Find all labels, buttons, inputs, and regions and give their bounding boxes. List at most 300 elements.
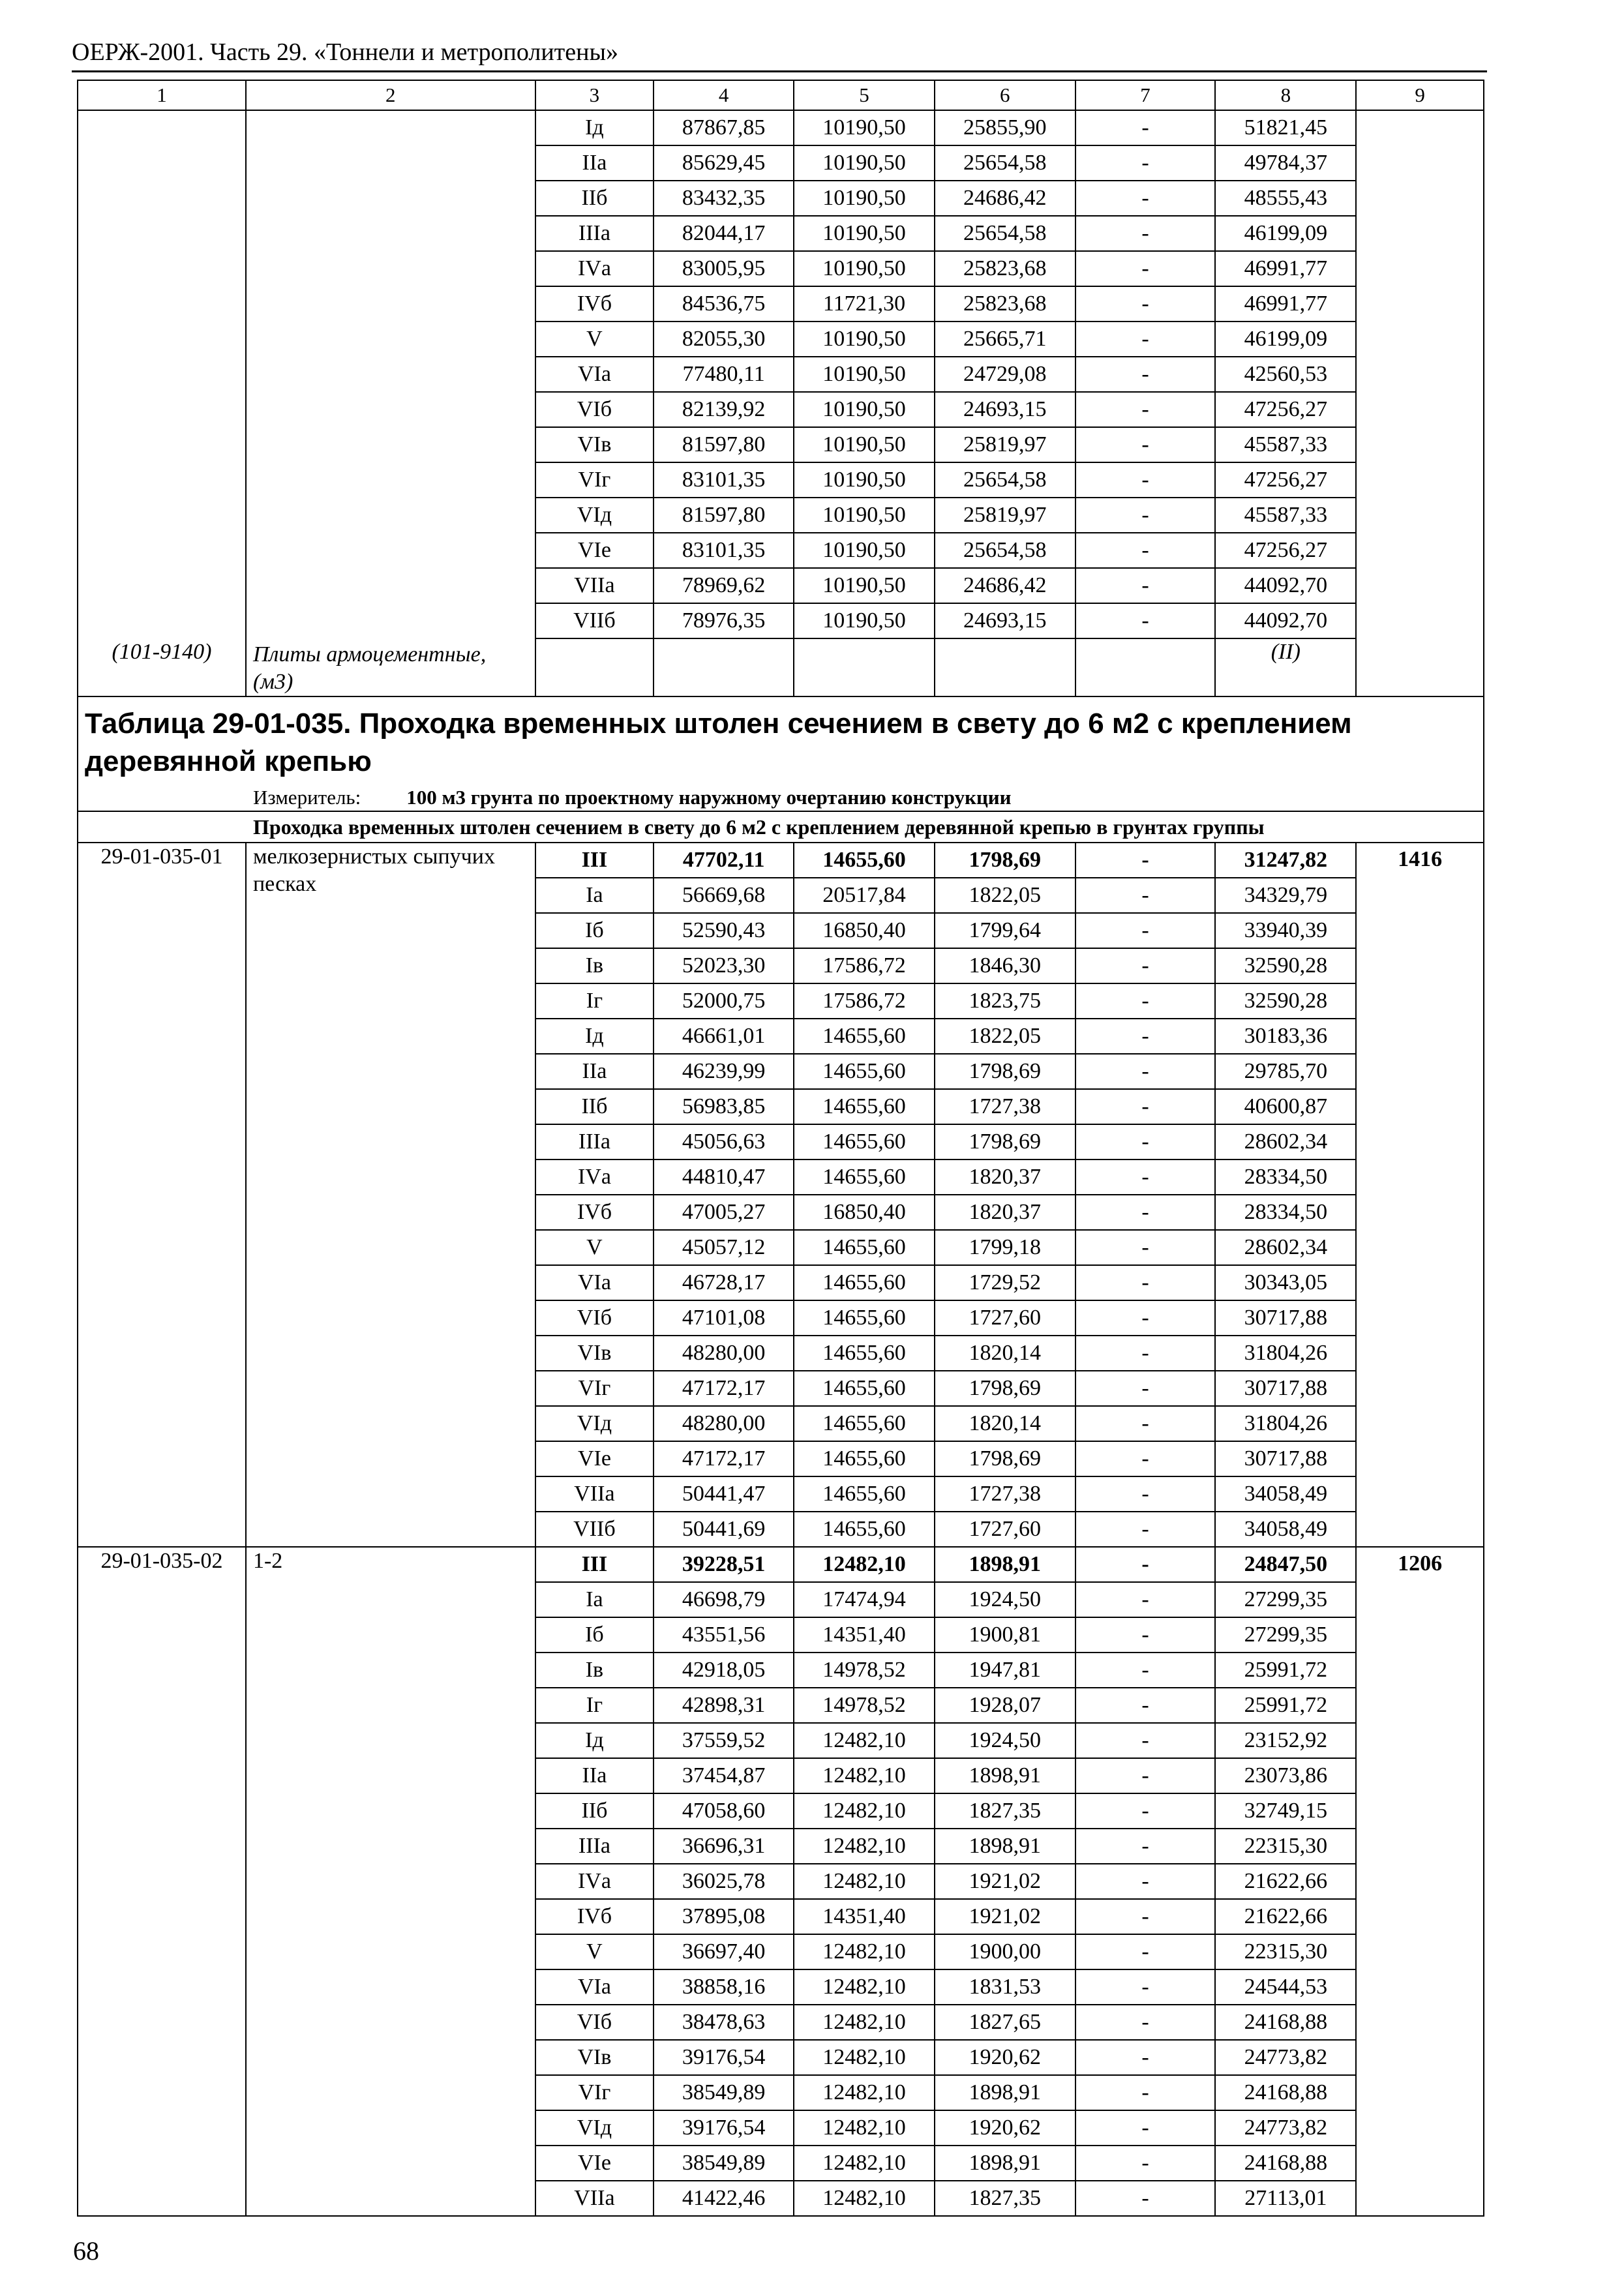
meter-value: 100 м3 грунта по проектному наружному очертанию конструкции bbox=[406, 786, 1012, 809]
column-number: 7 bbox=[1075, 80, 1216, 110]
value-cell: 1798,69 bbox=[935, 1371, 1075, 1406]
value-cell: 24693,15 bbox=[935, 392, 1075, 427]
value-cell: 1820,37 bbox=[935, 1195, 1075, 1230]
empty-cell bbox=[935, 638, 1075, 696]
value-cell: 1827,35 bbox=[935, 1793, 1075, 1829]
value-cell: - bbox=[1075, 878, 1216, 913]
empty-desc-cell bbox=[246, 110, 535, 638]
value-cell: 12482,10 bbox=[794, 1547, 935, 1582]
value-cell: 30183,36 bbox=[1215, 1019, 1356, 1054]
value-cell: - bbox=[1075, 1864, 1216, 1899]
value-cell: 32749,15 bbox=[1215, 1793, 1356, 1829]
value-cell: 1727,60 bbox=[935, 1512, 1075, 1547]
value-cell: 28334,50 bbox=[1215, 1195, 1356, 1230]
value-cell: - bbox=[1075, 1653, 1216, 1688]
zone-cell: IIб bbox=[535, 1089, 654, 1124]
value-cell: 46991,77 bbox=[1215, 251, 1356, 286]
value-cell: 11721,30 bbox=[794, 286, 935, 322]
value-cell: - bbox=[1075, 1054, 1216, 1089]
value-cell: - bbox=[1075, 533, 1216, 568]
zone-cell: VIд bbox=[535, 498, 654, 533]
value-cell: 38549,89 bbox=[654, 2146, 794, 2181]
value-cell: - bbox=[1075, 1688, 1216, 1723]
value-cell: 36696,31 bbox=[654, 1829, 794, 1864]
value-cell: 12482,10 bbox=[794, 2075, 935, 2110]
meter-label: Измеритель: bbox=[253, 786, 361, 809]
value-cell: 1898,91 bbox=[935, 1547, 1075, 1582]
value-cell: - bbox=[1075, 1300, 1216, 1336]
value-cell: 24693,15 bbox=[935, 603, 1075, 638]
value-cell: 1898,91 bbox=[935, 2146, 1075, 2181]
value-cell: 1727,38 bbox=[935, 1476, 1075, 1512]
value-cell: 10190,50 bbox=[794, 392, 935, 427]
zone-cell: Iа bbox=[535, 1582, 654, 1617]
value-cell: 25991,72 bbox=[1215, 1653, 1356, 1688]
value-cell: 28602,34 bbox=[1215, 1230, 1356, 1265]
value-cell: - bbox=[1075, 498, 1216, 533]
value-cell: 14655,60 bbox=[794, 1124, 935, 1159]
value-cell: 20517,84 bbox=[794, 878, 935, 913]
value-cell: 12482,10 bbox=[794, 1723, 935, 1758]
zone-cell: IIIа bbox=[535, 1829, 654, 1864]
value-cell: 25654,58 bbox=[935, 145, 1075, 181]
value-cell: - bbox=[1075, 181, 1216, 216]
value-cell: 38549,89 bbox=[654, 2075, 794, 2110]
value-cell: 31247,82 bbox=[1215, 843, 1356, 878]
zone-cell: VIа bbox=[535, 357, 654, 392]
value-cell: 46661,01 bbox=[654, 1019, 794, 1054]
item-code: 29-01-035-01 bbox=[78, 843, 246, 1547]
value-cell: - bbox=[1075, 2110, 1216, 2146]
value-cell: 14655,60 bbox=[794, 1265, 935, 1300]
zone-cell: VIе bbox=[535, 533, 654, 568]
value-cell: 14655,60 bbox=[794, 1054, 935, 1089]
value-cell: 41422,46 bbox=[654, 2181, 794, 2216]
value-cell: 47256,27 bbox=[1215, 533, 1356, 568]
value-cell: 78976,35 bbox=[654, 603, 794, 638]
zone-cell: IVа bbox=[535, 251, 654, 286]
column-number: 9 bbox=[1356, 80, 1484, 110]
zone-cell: Iд bbox=[535, 110, 654, 145]
zone-cell: VIе bbox=[535, 1441, 654, 1476]
value-cell: 40600,87 bbox=[1215, 1089, 1356, 1124]
page-header: ОЕРЖ-2001. Часть 29. «Тоннели и метрополитены» bbox=[72, 38, 619, 66]
empty-code-cell bbox=[78, 110, 246, 638]
zone-cell: VIг bbox=[535, 1371, 654, 1406]
zone-cell: IIа bbox=[535, 1054, 654, 1089]
value-cell: 46239,99 bbox=[654, 1054, 794, 1089]
value-cell: 82139,92 bbox=[654, 392, 794, 427]
zone-cell: IIIа bbox=[535, 216, 654, 251]
table-row bbox=[78, 1547, 1484, 1582]
value-cell: 1727,60 bbox=[935, 1300, 1075, 1336]
value-cell: 48280,00 bbox=[654, 1336, 794, 1371]
value-cell: 17586,72 bbox=[794, 948, 935, 983]
item-description: мелкозернистых сыпучих песках bbox=[246, 843, 535, 1547]
value-cell: 10190,50 bbox=[794, 145, 935, 181]
zone-cell: VIIа bbox=[535, 568, 654, 603]
value-cell: 12482,10 bbox=[794, 1793, 935, 1829]
value-cell: 39176,54 bbox=[654, 2040, 794, 2075]
zone-cell: VIа bbox=[535, 1265, 654, 1300]
value-cell: 50441,47 bbox=[654, 1476, 794, 1512]
value-cell: 14978,52 bbox=[794, 1688, 935, 1723]
value-cell: 51821,45 bbox=[1215, 110, 1356, 145]
value-cell: 1920,62 bbox=[935, 2040, 1075, 2075]
value-cell: 31804,26 bbox=[1215, 1406, 1356, 1441]
table-title-row bbox=[78, 696, 1484, 785]
value-cell: 14655,60 bbox=[794, 1300, 935, 1336]
value-cell: 42918,05 bbox=[654, 1653, 794, 1688]
value-cell: 10190,50 bbox=[794, 251, 935, 286]
zone-cell: Iг bbox=[535, 983, 654, 1019]
value-cell: 44092,70 bbox=[1215, 568, 1356, 603]
value-cell: 12482,10 bbox=[794, 2040, 935, 2075]
value-cell: 83101,35 bbox=[654, 462, 794, 498]
value-cell: 45057,12 bbox=[654, 1230, 794, 1265]
value-cell: - bbox=[1075, 983, 1216, 1019]
value-cell: 1727,38 bbox=[935, 1089, 1075, 1124]
value-cell: 10190,50 bbox=[794, 427, 935, 462]
value-cell: 47058,60 bbox=[654, 1793, 794, 1829]
value-cell: 34058,49 bbox=[1215, 1512, 1356, 1547]
empty-cell bbox=[1356, 638, 1484, 696]
value-cell: 83005,95 bbox=[654, 251, 794, 286]
value-cell: 45587,33 bbox=[1215, 498, 1356, 533]
value-cell: 37559,52 bbox=[654, 1723, 794, 1758]
value-cell: 1799,64 bbox=[935, 913, 1075, 948]
value-cell: 10190,50 bbox=[794, 216, 935, 251]
value-cell: 12482,10 bbox=[794, 1758, 935, 1793]
value-cell: 34329,79 bbox=[1215, 878, 1356, 913]
zone-cell: VIб bbox=[535, 2005, 654, 2040]
value-cell: 39176,54 bbox=[654, 2110, 794, 2146]
value-cell: 1898,91 bbox=[935, 1829, 1075, 1864]
value-cell: - bbox=[1075, 843, 1216, 878]
zone-cell: IIа bbox=[535, 1758, 654, 1793]
value-cell: 14655,60 bbox=[794, 1406, 935, 1441]
value-cell: - bbox=[1075, 2040, 1216, 2075]
column-number-row bbox=[78, 80, 1484, 110]
column-number: 3 bbox=[535, 80, 654, 110]
column-number: 5 bbox=[794, 80, 935, 110]
value-cell: 1798,69 bbox=[935, 1441, 1075, 1476]
work-title-row bbox=[78, 811, 1484, 843]
value-cell: 28602,34 bbox=[1215, 1124, 1356, 1159]
zone-cell: V bbox=[535, 1230, 654, 1265]
value-cell: 25665,71 bbox=[935, 322, 1075, 357]
value-cell: 37895,08 bbox=[654, 1899, 794, 1934]
value-cell: 30717,88 bbox=[1215, 1300, 1356, 1336]
value-cell: - bbox=[1075, 1124, 1216, 1159]
value-cell: 12482,10 bbox=[794, 1969, 935, 2005]
table-row bbox=[78, 843, 1484, 878]
value-cell: 24168,88 bbox=[1215, 2075, 1356, 2110]
value-cell: 38478,63 bbox=[654, 2005, 794, 2040]
zone-cell: Iг bbox=[535, 1688, 654, 1723]
resource-code: 1416 bbox=[1356, 843, 1484, 1547]
zone-cell: VIд bbox=[535, 2110, 654, 2146]
material-code: (101-9140) bbox=[78, 638, 246, 696]
value-cell: 36025,78 bbox=[654, 1864, 794, 1899]
zone-cell: Iв bbox=[535, 948, 654, 983]
value-cell: 44092,70 bbox=[1215, 603, 1356, 638]
value-cell: 33940,39 bbox=[1215, 913, 1356, 948]
value-cell: 29785,70 bbox=[1215, 1054, 1356, 1089]
empty-cell bbox=[654, 638, 794, 696]
value-cell: 14655,60 bbox=[794, 1441, 935, 1476]
value-cell: 25654,58 bbox=[935, 462, 1075, 498]
value-cell: 82044,17 bbox=[654, 216, 794, 251]
value-cell: 10190,50 bbox=[794, 533, 935, 568]
value-cell: 37454,87 bbox=[654, 1758, 794, 1793]
value-cell: 25819,97 bbox=[935, 427, 1075, 462]
value-cell: 25823,68 bbox=[935, 251, 1075, 286]
value-cell: 1921,02 bbox=[935, 1899, 1075, 1934]
value-cell: 12482,10 bbox=[794, 1934, 935, 1969]
value-cell: - bbox=[1075, 1723, 1216, 1758]
resource-code: 1206 bbox=[1356, 1547, 1484, 2216]
value-cell: 1900,81 bbox=[935, 1617, 1075, 1653]
value-cell: 78969,62 bbox=[654, 568, 794, 603]
zone-cell: V bbox=[535, 1934, 654, 1969]
value-cell: 24686,42 bbox=[935, 568, 1075, 603]
value-cell: 46698,79 bbox=[654, 1582, 794, 1617]
value-cell: 1820,14 bbox=[935, 1336, 1075, 1371]
zone-cell: Iд bbox=[535, 1723, 654, 1758]
value-cell: - bbox=[1075, 1441, 1216, 1476]
value-cell: 46991,77 bbox=[1215, 286, 1356, 322]
value-cell: 10190,50 bbox=[794, 110, 935, 145]
value-cell: - bbox=[1075, 357, 1216, 392]
value-cell: - bbox=[1075, 462, 1216, 498]
zone-cell: VIв bbox=[535, 427, 654, 462]
zone-cell: VIв bbox=[535, 1336, 654, 1371]
value-cell: 1822,05 bbox=[935, 878, 1075, 913]
table-row bbox=[78, 110, 1484, 145]
value-cell: - bbox=[1075, 145, 1216, 181]
zone-cell: VIIб bbox=[535, 1512, 654, 1547]
column-number: 1 bbox=[78, 80, 246, 110]
value-cell: - bbox=[1075, 568, 1216, 603]
value-cell: - bbox=[1075, 1476, 1216, 1512]
value-cell: - bbox=[1075, 1019, 1216, 1054]
value-cell: 1947,81 bbox=[935, 1653, 1075, 1688]
zone-cell: Iд bbox=[535, 1019, 654, 1054]
value-cell: 22315,30 bbox=[1215, 1934, 1356, 1969]
value-cell: 27299,35 bbox=[1215, 1617, 1356, 1653]
zone-cell: VIIа bbox=[535, 2181, 654, 2216]
value-cell: 1823,75 bbox=[935, 983, 1075, 1019]
value-cell: - bbox=[1075, 1159, 1216, 1195]
empty-resource-cell bbox=[1356, 110, 1484, 638]
value-cell: 12482,10 bbox=[794, 1864, 935, 1899]
value-cell: 1822,05 bbox=[935, 1019, 1075, 1054]
value-cell: 52000,75 bbox=[654, 983, 794, 1019]
value-cell: 17586,72 bbox=[794, 983, 935, 1019]
value-cell: 14655,60 bbox=[794, 1371, 935, 1406]
value-cell: 12482,10 bbox=[794, 1829, 935, 1864]
zone-cell: VIв bbox=[535, 2040, 654, 2075]
column-number: 6 bbox=[935, 80, 1075, 110]
zone-cell: III bbox=[535, 1547, 654, 1582]
value-cell: 10190,50 bbox=[794, 603, 935, 638]
value-cell: - bbox=[1075, 1934, 1216, 1969]
value-cell: - bbox=[1075, 286, 1216, 322]
value-cell: - bbox=[1075, 427, 1216, 462]
value-cell: 85629,45 bbox=[654, 145, 794, 181]
value-cell: - bbox=[1075, 1230, 1216, 1265]
value-cell: - bbox=[1075, 1969, 1216, 2005]
value-cell: - bbox=[1075, 2005, 1216, 2040]
value-cell: 10190,50 bbox=[794, 568, 935, 603]
value-cell: 1924,50 bbox=[935, 1582, 1075, 1617]
value-cell: 82055,30 bbox=[654, 322, 794, 357]
value-cell: - bbox=[1075, 1512, 1216, 1547]
value-cell: - bbox=[1075, 1617, 1216, 1653]
value-cell: - bbox=[1075, 1336, 1216, 1371]
value-cell: 23073,86 bbox=[1215, 1758, 1356, 1793]
value-cell: 14655,60 bbox=[794, 1230, 935, 1265]
value-cell: 10190,50 bbox=[794, 181, 935, 216]
material-name: Плиты армоцементные, (м3) bbox=[246, 638, 535, 696]
zone-cell: VIг bbox=[535, 462, 654, 498]
value-cell: - bbox=[1075, 322, 1216, 357]
zone-cell: VIд bbox=[535, 1406, 654, 1441]
zone-cell: V bbox=[535, 322, 654, 357]
zone-cell: IIб bbox=[535, 1793, 654, 1829]
value-cell: 14978,52 bbox=[794, 1653, 935, 1688]
value-cell: 14655,60 bbox=[794, 1336, 935, 1371]
value-cell: 24686,42 bbox=[935, 181, 1075, 216]
value-cell: 25855,90 bbox=[935, 110, 1075, 145]
value-cell: - bbox=[1075, 1547, 1216, 1582]
value-cell: 1920,62 bbox=[935, 2110, 1075, 2146]
value-cell: 10190,50 bbox=[794, 498, 935, 533]
value-cell: 1798,69 bbox=[935, 1054, 1075, 1089]
value-cell: 1820,14 bbox=[935, 1406, 1075, 1441]
value-cell: 17474,94 bbox=[794, 1582, 935, 1617]
work-title: Проходка временных штолен сечением в свету до 6 м2 с креплением деревянной крепью в грунтах группы bbox=[78, 811, 1484, 843]
zone-cell: VIг bbox=[535, 2075, 654, 2110]
value-cell: 1898,91 bbox=[935, 2075, 1075, 2110]
value-cell: 14655,60 bbox=[794, 1512, 935, 1547]
value-cell: 1846,30 bbox=[935, 948, 1075, 983]
material-reference-row bbox=[78, 638, 1484, 696]
zone-cell: VIб bbox=[535, 1300, 654, 1336]
item-description: 1-2 bbox=[246, 1547, 535, 2216]
value-cell: 1921,02 bbox=[935, 1864, 1075, 1899]
value-cell: - bbox=[1075, 110, 1216, 145]
value-cell: 45056,63 bbox=[654, 1124, 794, 1159]
value-cell: 1827,35 bbox=[935, 2181, 1075, 2216]
value-cell: 25823,68 bbox=[935, 286, 1075, 322]
value-cell: 1928,07 bbox=[935, 1688, 1075, 1723]
value-cell: 42898,31 bbox=[654, 1688, 794, 1723]
value-cell: 49784,37 bbox=[1215, 145, 1356, 181]
value-cell: 30717,88 bbox=[1215, 1441, 1356, 1476]
value-cell: 14655,60 bbox=[794, 1159, 935, 1195]
table-title: Таблица 29-01-035. Проходка временных штолен сечением в свету до 6 м2 с креплением деревянной крепью bbox=[78, 696, 1484, 785]
value-cell: 1924,50 bbox=[935, 1723, 1075, 1758]
zone-cell: VIа bbox=[535, 1969, 654, 2005]
value-cell: 43551,56 bbox=[654, 1617, 794, 1653]
column-number: 4 bbox=[654, 80, 794, 110]
value-cell: 32590,28 bbox=[1215, 983, 1356, 1019]
value-cell: - bbox=[1075, 216, 1216, 251]
value-cell: 12482,10 bbox=[794, 2110, 935, 2146]
value-cell: 1900,00 bbox=[935, 1934, 1075, 1969]
value-cell: 30343,05 bbox=[1215, 1265, 1356, 1300]
value-cell: 25654,58 bbox=[935, 533, 1075, 568]
zone-cell: IIб bbox=[535, 181, 654, 216]
value-cell: 47256,27 bbox=[1215, 462, 1356, 498]
value-cell: - bbox=[1075, 1406, 1216, 1441]
zone-cell: IIа bbox=[535, 145, 654, 181]
column-number: 8 bbox=[1215, 80, 1356, 110]
value-cell: 56669,68 bbox=[654, 878, 794, 913]
value-cell: 14351,40 bbox=[794, 1617, 935, 1653]
value-cell: 47101,08 bbox=[654, 1300, 794, 1336]
value-cell: - bbox=[1075, 1582, 1216, 1617]
value-cell: 1898,91 bbox=[935, 1758, 1075, 1793]
header-rule bbox=[72, 70, 1487, 72]
material-zone: (II) bbox=[1215, 638, 1356, 696]
value-cell: 10190,50 bbox=[794, 462, 935, 498]
value-cell: 24168,88 bbox=[1215, 2005, 1356, 2040]
value-cell: 84536,75 bbox=[654, 286, 794, 322]
value-cell: 12482,10 bbox=[794, 2146, 935, 2181]
value-cell: 1831,53 bbox=[935, 1969, 1075, 2005]
value-cell: 16850,40 bbox=[794, 1195, 935, 1230]
value-cell: 24773,82 bbox=[1215, 2110, 1356, 2146]
value-cell: 1798,69 bbox=[935, 843, 1075, 878]
zone-cell: VIIб bbox=[535, 603, 654, 638]
value-cell: 77480,11 bbox=[654, 357, 794, 392]
value-cell: 47005,27 bbox=[654, 1195, 794, 1230]
value-cell: - bbox=[1075, 2146, 1216, 2181]
value-cell: 47172,17 bbox=[654, 1441, 794, 1476]
value-cell: - bbox=[1075, 2075, 1216, 2110]
value-cell: 14655,60 bbox=[794, 843, 935, 878]
zone-cell: Iб bbox=[535, 1617, 654, 1653]
value-cell: 25654,58 bbox=[935, 216, 1075, 251]
value-cell: 52590,43 bbox=[654, 913, 794, 948]
value-cell: 38858,16 bbox=[654, 1969, 794, 2005]
value-cell: - bbox=[1075, 913, 1216, 948]
value-cell: 10190,50 bbox=[794, 357, 935, 392]
value-cell: 24168,88 bbox=[1215, 2146, 1356, 2181]
value-cell: 46199,09 bbox=[1215, 216, 1356, 251]
value-cell: 83432,35 bbox=[654, 181, 794, 216]
value-cell: 47256,27 bbox=[1215, 392, 1356, 427]
value-cell: 48280,00 bbox=[654, 1406, 794, 1441]
value-cell: - bbox=[1075, 948, 1216, 983]
empty-cell bbox=[1075, 638, 1216, 696]
value-cell: 14351,40 bbox=[794, 1899, 935, 1934]
value-cell: 28334,50 bbox=[1215, 1159, 1356, 1195]
zone-cell: VIб bbox=[535, 392, 654, 427]
zone-cell: Iб bbox=[535, 913, 654, 948]
value-cell: 24544,53 bbox=[1215, 1969, 1356, 2005]
value-cell: 24847,50 bbox=[1215, 1547, 1356, 1582]
value-cell: 22315,30 bbox=[1215, 1829, 1356, 1864]
value-cell: 42560,53 bbox=[1215, 357, 1356, 392]
value-cell: - bbox=[1075, 1371, 1216, 1406]
value-cell: 44810,47 bbox=[654, 1159, 794, 1195]
value-cell: 1820,37 bbox=[935, 1159, 1075, 1195]
value-cell: - bbox=[1075, 1758, 1216, 1793]
